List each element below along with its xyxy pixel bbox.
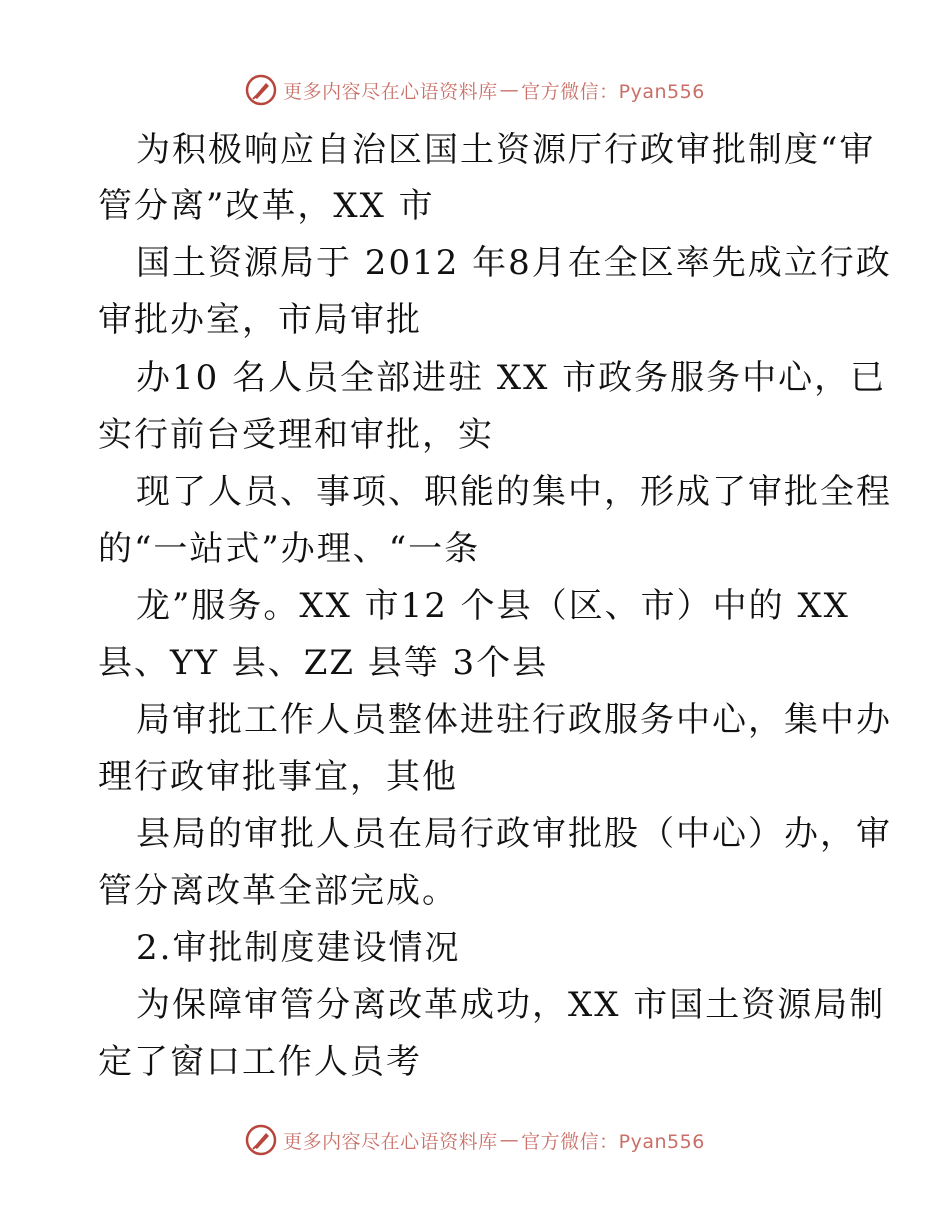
text-line: 为积极响应自治区国土资源厅行政审批制度“审 <box>136 130 876 170</box>
text-line: 理行政审批事宜，其他 <box>98 757 458 797</box>
text-line: 县局的审批人员在局行政审批股（中心）办，审 <box>136 814 892 854</box>
watermark-text: 更多内容尽在心语资料库 <box>283 80 498 103</box>
watermark-suffix: 官方微信：Pyan556 <box>521 80 705 103</box>
text-line: 办10 名人员全部进驻 XX 市政务服务中心，已 <box>136 358 887 398</box>
section-heading: 2.审批制度建设情况 <box>136 928 461 968</box>
text-line: 龙”服务。XX 市12 个县（区、市）中的 XX <box>136 586 850 626</box>
text-line: 审批办室，市局审批 <box>98 300 422 340</box>
watermark-text: 更多内容尽在心语资料库 <box>283 1130 498 1153</box>
text-line: 实行前台受理和审批，实 <box>98 415 494 455</box>
text-line: 县、YY 县、ZZ 县等 3个县 <box>98 643 549 683</box>
watermark-footer <box>0 1120 950 1160</box>
feather-pen-logo-icon <box>245 1124 277 1156</box>
text-line: 的“一站式”办理、“一条 <box>98 529 481 569</box>
text-line: 管分离”改革，XX 市 <box>98 186 435 226</box>
watermark-header <box>0 70 950 110</box>
text-line: 国土资源局于 2012 年8月在全区率先成立行政 <box>136 243 892 283</box>
feather-pen-logo-icon <box>245 74 277 106</box>
text-line: 管分离改革全部完成。 <box>98 871 458 911</box>
watermark-separator: — <box>499 79 520 101</box>
watermark-suffix: 官方微信：Pyan556 <box>521 1130 705 1153</box>
text-line: 现了人员、事项、职能的集中，形成了审批全程 <box>136 472 892 512</box>
watermark-separator: — <box>499 1129 520 1151</box>
text-line: 为保障审管分离改革成功，XX 市国土资源局制 <box>136 985 886 1025</box>
text-line: 定了窗口工作人员考 <box>98 1042 422 1082</box>
text-line: 局审批工作人员整体进驻行政服务中心，集中办 <box>136 700 892 740</box>
